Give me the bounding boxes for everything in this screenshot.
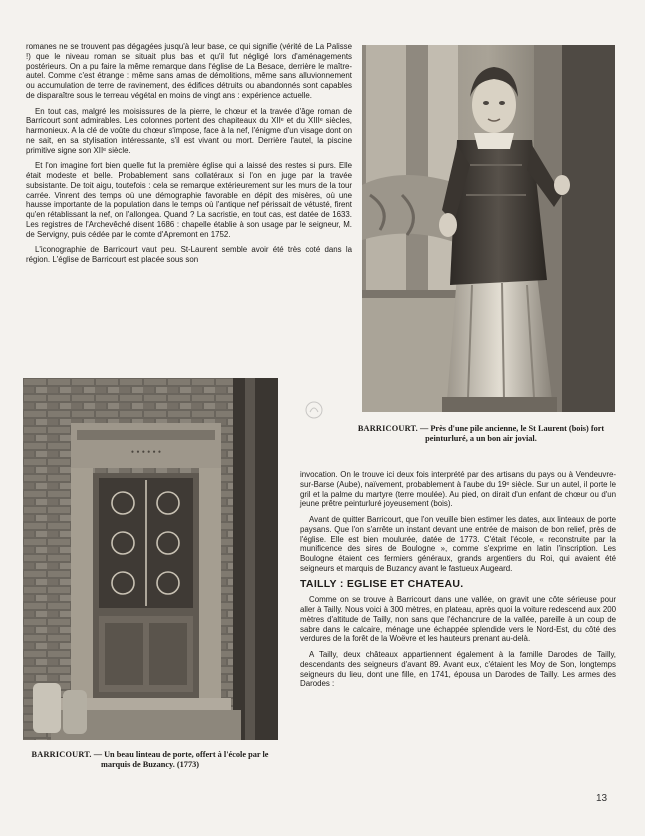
left-text-column: [26, 42, 352, 271]
caption-text: — Près d'une pile ancienne, le St Laurent (bois) fort peinturluré, a un bon air jovial.: [417, 424, 605, 443]
paragraph: L'iconographie de Barricourt vaut peu. St-Laurent semble avoir été très coté dans la région. L'église de Barricourt est placée sous son: [26, 245, 352, 264]
paragraph: En tout cas, malgré les moisissures de la pierre, le chœur et la travée d'âge roman de Barricourt sont admirables. Les colonnes portent des chapiteaux du XIIᵉ et du XIIIᵉ siècles, harmonieux. A la clé de voûte du chœur s'impose, face à la nef, l'énigme d'un visage dont on ne sait, en sa stylisation intéressante, s'il est vivant ou mort. Derrière l'autel, la piscine primitive signe son XIIᵉ siècle.: [26, 106, 352, 155]
saint-photo-caption: [336, 424, 626, 444]
paragraph: Et l'on imagine fort bien quelle fut la première église qui a laissé des restes si purs. Elle était modeste et belle. Probablement sans collatéraux si l'on en juge par la travée subsistante. De toit aigu, toutefois : cela se remarque extérieurement sur les murs de la tour carrée. Vinrent des temps où une démographie favorable en dépit des misères, où une hausse importante de la population dans le temps où l'antique nef périssait de vétusté, firent qu'en rétablissant la nef, on l'allongea. Quand ? La sacristie, en tout cas, est datée de 1633. Les registres de l'Archevêché disent 1686 : chapelle établie à son usage par le seigneur, M. de Servigny, puis cédée par le comte d'Apremont en 1752.: [26, 161, 352, 239]
saint-laurent-photo: [362, 45, 615, 412]
section-heading: TAILLY : EGLISE ET CHATEAU.: [300, 577, 464, 590]
paragraph: invocation. On le trouve ici deux fois interprété par des artisans du pays ou à Vendeuvre-sur-Barse (Aube), naïvement, probablement à l'aube du 19ᵉ siècle. Sur un autel, il porte le gril et la palme du martyre (terre moulée). Au pied, on dirait d'un enfant de chœur ou d'un jeune prêtre peinturluré joyeusement (bois).: [300, 470, 616, 509]
paragraph: Comme on se trouve à Barricourt dans une vallée, on gravit une côte sérieuse pour aller à Tailly. Nous voici à 300 mètres, en plateau, après quoi la voiture redescend aux 200 mètres d'altitude de Tailly, non sans que l'échancrure de la vallée, pareille à un coup de sabre dans le calcaire, ménage une échappée splendide vers le Nord-Est, du côté des verdures de la forêt de la Woëvre et les hauteurs prenant au-delà.: [300, 595, 616, 644]
paragraph: romanes ne se trouvent pas dégagées jusqu'à leur base, ce qui signifie (vérité de La Palisse !) que le niveau roman se situait plus bas et qu'il fut négligé lors d'aménagements postérieurs. On a pu faire la même remarque dans l'église de La Besace, derrière le maître-autel. Comme c'est étrange : même sans amas de démolitions, même sans alluvionnement ou accumulation de terre de ravinement, des édifices détruits ou abandonnés sont capables de disparaître sous le terreau végétal en moins de vingt ans : expérience actuelle.: [26, 42, 352, 100]
door-photo-caption: [16, 750, 284, 770]
lintel-inscription: • • • • • •: [130, 447, 162, 457]
caption-place: BARRICOURT.: [31, 750, 92, 759]
caption-place: BARRICOURT.: [357, 424, 418, 433]
stamp-mark-icon: [305, 400, 323, 420]
saint-statue-illustration: [362, 45, 615, 412]
paragraph: Avant de quitter Barricourt, que l'on veuille bien estimer les dates, aux linteaux de porte paysans. Que l'on s'arrête un instant devant une entrée de maison de bon relief, près de l'église. Elle est bien moulurée, datée de 1773. C'était l'école, « reconstruite par la munificence des sires de Boulogne », comme s'exprime en latin l'inscription. Les Boulogne étaient ces fermiers généraux, grands argentiers du Roi, qui avaient été seigneurs et marquis de Buzancy avant le fastueux Augeard.: [300, 515, 616, 573]
caption-text: — Un beau linteau de porte, offert à l'école par le marquis de Buzancy. (1773): [91, 750, 269, 769]
right-text-column: [300, 470, 616, 695]
school-door-photo: [23, 378, 278, 740]
paragraph: A Tailly, deux châteaux appartiennent également à la famille Darodes de Tailly, descendants des seigneurs d'avant 89. Avant eux, c'étaient les Moy de Son, longtemps seigneurs du lieu, dont une fille, en 1741, épousa un Darodes de Tailly. Les armes des Darodes :: [300, 650, 616, 689]
page-number: 13: [596, 793, 608, 804]
door-lintel-illustration: [23, 378, 278, 740]
